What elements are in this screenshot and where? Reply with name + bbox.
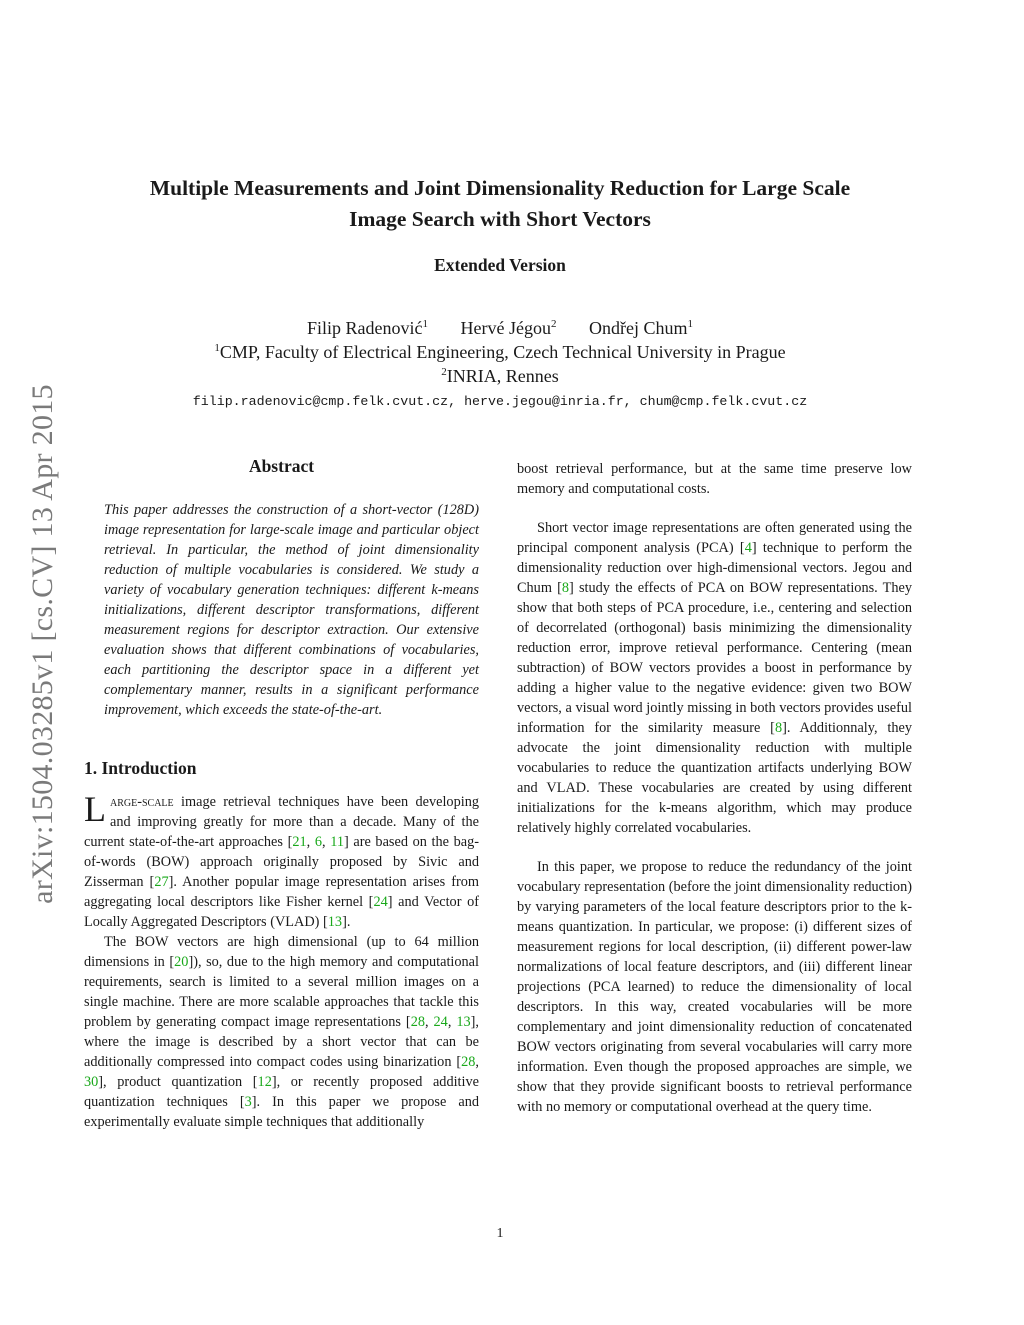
- small-caps-lead: arge-scale: [110, 794, 174, 810]
- author-affiliation-mark: 1: [687, 318, 693, 330]
- affiliation-text: CMP, Faculty of Electrical Engineering, Czech Technical University in Prague: [219, 342, 786, 362]
- intro-paragraph-1: [84, 789, 480, 932]
- author-list: [90, 318, 910, 339]
- text-run: ,: [306, 834, 315, 850]
- citation-link[interactable]: 21: [292, 834, 307, 850]
- section-heading-introduction: 1. Introduction: [84, 758, 197, 778]
- title-line-1: Multiple Measurements and Joint Dimensionality Reduction for Large Scale: [149, 176, 851, 200]
- citation-link[interactable]: 24: [373, 894, 388, 910]
- abstract-heading: Abstract: [248, 456, 315, 476]
- text-run: ,: [424, 1014, 434, 1030]
- author: [307, 318, 428, 338]
- text-run: ], or recently proposed additive quantization techniques [: [84, 1074, 479, 1110]
- citation-link[interactable]: 30: [84, 1074, 99, 1090]
- paper-subtitle: Extended Version: [434, 255, 566, 275]
- affiliation-text: INRIA, Rennes: [446, 366, 559, 386]
- citation-link[interactable]: 8: [561, 580, 570, 596]
- author-name: Hervé Jégou: [460, 318, 551, 338]
- text-run: ]. Additionnaly, they advocate the joint dimensionality reduction with multiple vocabularies to reduce the quantization artifacts underlying BOW and VLAD. These vocabularies are created by using different initializations for the k-means algorithm, which may produce relatively highly correlated vocabularies.: [517, 720, 912, 836]
- affiliation: [90, 366, 910, 387]
- text-run: ], product quantization [: [98, 1074, 258, 1090]
- text-run: ]), so, due to the high memory and computational requirements, search is limited to a several million images on a single machine. There are more scalable approaches that tackle this problem by generating compact image representations [: [84, 954, 479, 1030]
- text-run: Short vector image representations are often generated using the principal component analysis (PCA) [: [517, 520, 912, 556]
- abstract-text: This paper addresses the construction of a short-vector (128D) image representation for large-scale image and particular object retrieval. In particular, the method of joint dimensionality reduction of multiple vocabularies is considered. We study a variety of vocabulary generation techniques: different k-means initializations, different descriptor transformations, different measurement regions for descriptor extraction. Our extensive evaluation shows that different combinations of vocabularies, each partitioning the descriptor space in a different yet complementary manner, results in a significant performance improvement, which exceeds the state-of-the-art.: [104, 502, 479, 718]
- citation-link[interactable]: 28: [461, 1054, 476, 1070]
- text-run: image retrieval techniques have been developing and improving greatly for more than a decade. Many of the current state-of-the-art approaches [: [84, 794, 479, 850]
- citation-link[interactable]: 8: [774, 720, 783, 736]
- right-column: [517, 459, 912, 1117]
- citation-link[interactable]: 6: [314, 834, 322, 850]
- citation-link[interactable]: 13: [327, 914, 343, 930]
- citation-link[interactable]: 3: [244, 1094, 252, 1110]
- intro-paragraph-2: [84, 932, 479, 1132]
- page-number: 1: [496, 1226, 504, 1241]
- citation-link[interactable]: 13: [456, 1014, 471, 1030]
- drop-cap: L: [84, 789, 106, 829]
- left-column: [84, 456, 479, 1132]
- body-paragraph-pca: [517, 518, 912, 838]
- citation-link[interactable]: 24: [433, 1014, 448, 1030]
- author-name: Filip Radenović: [307, 318, 423, 338]
- citation-link[interactable]: 12: [257, 1074, 272, 1090]
- author-emails: filip.radenovic@cmp.felk.cvut.cz, herve.jegou@inria.fr, chum@cmp.felk.cvut.cz: [192, 394, 808, 409]
- text-run: ] study the effects of PCA on BOW representations. They show that both steps of PCA procedure, i.e., centering and selection of decorrelated (orthogonal) basis minimizing the dimensionality reduction error, improve retieval performance. Centering (mean subtraction) of BOW vectors provides a boost in performance by adding a higher value to the negative evidence: given two BOW vectors, a visual word jointly missing in both vectors provides useful information for the similarity measure [: [517, 580, 912, 736]
- paper-title: [90, 173, 910, 235]
- affiliation-mark: 1: [214, 342, 220, 354]
- affiliation-mark: 2: [441, 366, 447, 378]
- text-run: ]. Another popular image representation arises from aggregating local descriptors like Fisher kernel [: [84, 874, 479, 910]
- author: [461, 318, 557, 338]
- text-run: ] and Vector of Locally Aggregated Descriptors (VLAD) [: [84, 894, 480, 930]
- title-line-2: Image Search with Short Vectors: [349, 207, 651, 231]
- citation-link[interactable]: 27: [154, 874, 169, 890]
- text-run: ,: [475, 1054, 479, 1070]
- citation-link[interactable]: 20: [174, 954, 189, 970]
- text-run: The BOW vectors are high dimensional (up to 64 million dimensions in [: [84, 934, 479, 970]
- text-run: ,: [322, 834, 331, 850]
- arxiv-stamp-text: arXiv:1504.03285v1 [cs.CV] 13 Apr 2015: [26, 384, 59, 904]
- author: [589, 318, 693, 338]
- author-affiliation-mark: 1: [422, 318, 429, 330]
- body-paragraph-proposal: In this paper, we propose to reduce the redundancy of the joint vocabulary representation (before the joint dimensionality reduction) by varying parameters of the local feature descriptors prior to the k-means quantization. In particular, we propose: (i) different sizes of measurement regions for local description, (ii) different power-law normalizations of local feature descriptors, and (iii) different linear projections (PCA learned) to reduce the dimensionality of local descriptors. In this way, created vocabularies will be more complementary and joint dimensionality reduction of concatenated BOW vectors originating from several vocabularies will carry more information. Even though the proposed approaches are simple, we show that they provide significant boosts to retrieval performance with no memory or computational overhead at the query time.: [517, 859, 912, 1115]
- text-run: ].: [342, 914, 351, 930]
- text-run: ,: [447, 1014, 457, 1030]
- affiliation: [90, 342, 910, 363]
- citation-link[interactable]: 11: [330, 834, 344, 850]
- author-affiliation-mark: 2: [550, 318, 557, 330]
- arxiv-stamp: [0, 0, 80, 1325]
- text-run: ] are based on the bag-of-words (BOW) approach originally proposed by Sivic and Zisserman [: [84, 834, 479, 890]
- text-run: ]. In this paper we propose and experimentally evaluate simple techniques that additionally: [84, 1094, 479, 1130]
- body-paragraph-continued: boost retrieval performance, but at the same time preserve low memory and computational costs.: [517, 461, 912, 497]
- author-name: Ondřej Chum: [588, 318, 688, 338]
- citation-link[interactable]: 4: [744, 540, 752, 556]
- citation-link[interactable]: 28: [410, 1014, 425, 1030]
- text-run: ] technique to perform the dimensionality reduction over high-dimensional vectors. Jegou and Chum [: [517, 540, 912, 596]
- text-run: ], where the image is described by a short vector that can be additionally compressed into compact codes using binarization [: [84, 1014, 479, 1070]
